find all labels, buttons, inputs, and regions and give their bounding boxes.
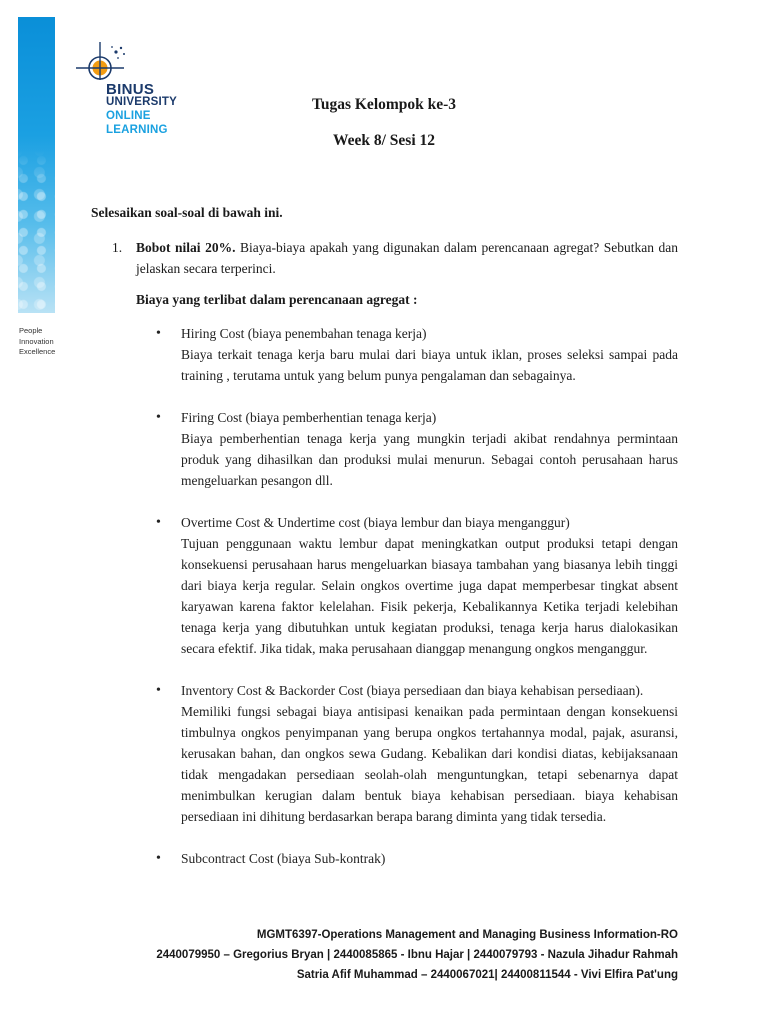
footer-members-2: Satria Afif Muhammad – 2440067021| 24400811544 - Vivi Elfira Pat'ung bbox=[296, 969, 678, 981]
bullet-icon: • bbox=[156, 410, 161, 425]
bullet-icon: • bbox=[156, 851, 161, 866]
list-item bbox=[136, 848, 678, 869]
binus-logo bbox=[72, 38, 192, 142]
item-heading: Overtime Cost & Undertime cost (biaya lembur dan biaya menganggur) bbox=[181, 515, 570, 530]
item-heading: Hiring Cost (biaya penembahan tenaga kerja) bbox=[181, 326, 427, 341]
logo-mark-icon bbox=[72, 38, 132, 86]
list-item bbox=[136, 407, 678, 491]
list-item bbox=[136, 680, 678, 827]
document-subtitle bbox=[0, 132, 768, 150]
tagline-line-1: People bbox=[19, 326, 43, 335]
footer-members-1: 2440079950 – Gregorius Bryan | 2440085865 - Ibnu Hajar | 2440079793 - Nazula Jihadur Rahmah bbox=[156, 949, 678, 961]
logo-word-learning: LEARNING bbox=[106, 124, 168, 136]
tagline-line-2: Innovation bbox=[19, 336, 54, 346]
bullet-icon: • bbox=[156, 326, 161, 341]
item-description: Biaya pemberhentian tenaga kerja yang mungkin terjadi akibat rendahnya permintaan produk yang dihasilkan dan produksi mulai menurun. Sebagai contoh perusahaan harus mengeluarkan pesangon dll. bbox=[181, 431, 678, 488]
tagline bbox=[19, 326, 55, 358]
item-description: Biaya terkait tenaga kerja baru mulai dari biaya untuk iklan, proses seleksi sampai pada training , terutama untuk yang belum punya pengalaman dan sebagainya. bbox=[181, 347, 678, 383]
list-item bbox=[136, 512, 678, 659]
item-heading: Subcontract Cost (biaya Sub-kontrak) bbox=[181, 851, 386, 866]
item-heading: Inventory Cost & Backorder Cost (biaya persediaan dan biaya kehabisan persediaan). bbox=[181, 683, 644, 698]
side-decoration-bar bbox=[18, 17, 55, 313]
question-text: Biaya-biaya apakah yang digunakan dalam perencanaan agregat? Sebutkan dan jelaskan secara terperinci. bbox=[136, 240, 678, 276]
logo-word-binus: BINUS bbox=[106, 81, 155, 98]
footer-course: MGMT6397-Operations Management and Managing Business Information-RO bbox=[256, 929, 678, 941]
document-subtitle-text: Week 8/ Sesi 12 bbox=[332, 132, 436, 149]
side-bar-pattern bbox=[18, 17, 55, 313]
document-title bbox=[0, 96, 768, 114]
item-description: Memiliki fungsi sebagai biaya antisipasi kenaikan pada permintaan dengan konsekuensi timbulnya ongkos penyimpanan yang berupa ongkos tertahannya modal, pajak, asuransi, kerusakan bahan, dan ongkos sewa Gudang. Kebalikan dari kondisi diatas, kebijaksanaan tidak mengadakan persediaan seolah-olah menguntungkan, tetapi sebenarnya dapat menimbulkan kerugian dalam bentuk biaya kehabisan persediaan. biaya kehabisan persediaan ini dihitung berdasarkan berapa barang diminta yang tidak tersedia. bbox=[181, 704, 678, 824]
page-footer bbox=[156, 925, 678, 985]
bullet-icon: • bbox=[156, 683, 161, 698]
cost-list bbox=[136, 323, 678, 869]
item-heading: Firing Cost (biaya pemberhentian tenaga kerja) bbox=[181, 410, 437, 425]
question-weight: Bobot nilai 20%. bbox=[136, 240, 236, 255]
logo-word-university: UNIVERSITY bbox=[106, 96, 178, 108]
bullet-icon: • bbox=[156, 515, 161, 530]
logo-word-online: ONLINE bbox=[106, 110, 151, 122]
answer-heading: Biaya yang terlibat dalam perencanaan agregat : bbox=[136, 292, 418, 307]
list-item bbox=[136, 323, 678, 386]
tagline-line-3: Excellence bbox=[19, 347, 56, 356]
instruction-text: Selesaikan soal-soal di bawah ini. bbox=[91, 205, 283, 220]
question-number: 1. bbox=[112, 240, 123, 255]
question-body bbox=[136, 237, 678, 279]
question-1 bbox=[112, 237, 678, 279]
document-title-text: Tugas Kelompok ke-3 bbox=[311, 96, 457, 113]
item-description: Tujuan penggunaan waktu lembur dapat meningkatkan output produksi tetapi dengan konsekuensi perusahaan harus mengeluarkan biasaya tambahan yang biasanya lebih tinggi dari biaya kerja regular. Selain ongkos overtime juga dapat memperbesar tingkat absent karyawan karena faktor kelelahan. Fisik pekerja, Kebalikannya Ketika terjadi kelebihan tenaga kerja yang dibutuhkan untuk kegiatan produksi, tenaga kerja harus dialokasikan secara efektif. Jika tidak, maka perusahaan dianggap menangung ongkos menganggur. bbox=[181, 536, 678, 656]
